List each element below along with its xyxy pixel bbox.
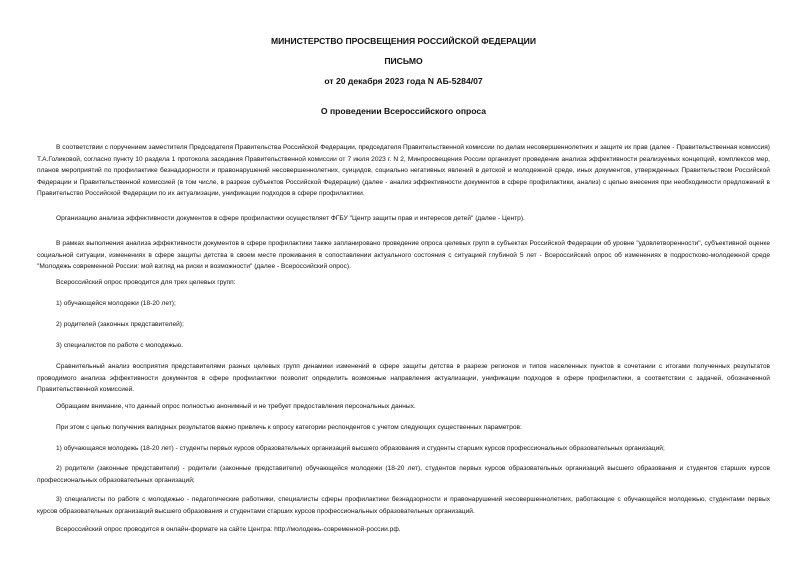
paragraph-intro: В соответствии с поручением заместителя Председателя Правительства Российской Федерации, председателя Правительственной комиссии по делам несовершеннолетних и защите их прав (далее - Правительственная комиссия) Т.А.Голиковой, согласно пункту 10 раздела 1 протокола заседания Правительственной комиссии от 7 июля 2023 г. N 2, Минпросвещения России организует проведение анализа эффективности реализуемых концепций, комплексов мер, планов мероприятий по профилактике безнадзорности и правонарушений несовершеннолетних, суицидов, социально негативных явлений в детской и молодежной среде, иных документов, утвержденных Правительством Российской Федерации и Правительственной комиссией (в том числе, в разрезе субъектов Российской Федерации) (далее - анализ эффективности документов в сфере профилактики, анализ) с целью внесения при необходимости предложений в Правительство Российской Федерации по их актуализации, унификации подходов в сфере профилактики.	[37, 144, 770, 197]
respondent-category-1: 1) обучающаяся молодежь (18-20 лет) - студенты первых курсов образовательных организаций высшего образования и студенты старших курсов профессиональных образовательных организаций;	[56, 445, 665, 452]
document-date-number: от 20 декабря 2023 года N АБ-5284/07	[324, 76, 483, 86]
paragraph-online-format: Всероссийский опрос проводится в онлайн-формате на сайте Центра: http://молодежь-современной-россии.рф.	[56, 526, 401, 533]
paragraph-respondent-params: При этом с целью получения валидных результатов важно привлечь к опросу категории респондентов с учетом следующих существенных параметров:	[56, 424, 522, 431]
paragraph-survey-plan: В рамках выполнения анализа эффективности документов в сфере профилактики также запланировано проведение опроса целевых групп в субъектах Российской Федерации об уровне "удовлетворенности", субъективной оценке социальной ситуации, изменениях в сфере защиты детства в своем месте проживания в сопоставлении актуального состояния с ситуацией глубиной 5 лет - Всероссийский опрос об изменениях в подростково-молодежной среде "Молодежь современной России: мой взгляд на риски и возможности" (далее - Всероссийский опрос).	[37, 240, 770, 270]
paragraph-organizer: Организацию анализа эффективности документов в сфере профилактики осуществляет ФГБУ "Центр защиты прав и интересов детей" (далее - Центр).	[56, 215, 525, 222]
paragraph-comparative-analysis: Сравнительный анализ восприятия представителями разных целевых групп динамики изменений в сфере защиты детства в разрезе регионов и типов населенных пунктов в сочетании с итогами полученных результатов проводимого анализа эффективности документов в сфере профилактики позволит определить возможные направления актуализации, унификации подходов в сфере профилактики, в соответствии с задачей, обозначенной Правительственной комиссией.	[37, 363, 770, 393]
ministry-heading: МИНИСТЕРСТВО ПРОСВЕЩЕНИЯ РОССИЙСКОЙ ФЕДЕРАЦИИ	[270, 36, 537, 46]
paragraph-target-groups: Всероссийский опрос проводится для трех целевых групп:	[56, 279, 236, 286]
paragraph-anonymity-note: Обращаем внимание, что данный опрос полностью анонимный и не требует предоставления персональных данных.	[56, 403, 416, 410]
document-subject: О проведении Всероссийского опроса	[320, 106, 487, 116]
respondent-category-3: 3) специалисты по работе с молодежью - педагогические работники, специалисты сферы профилактики безнадзорности и правонарушений несовершеннолетних, работающие с обучающейся молодежью, студентами первых курсов образовательных организаций высшего образования и студентами старших курсов профессиональных образовательных организаций.	[37, 496, 770, 515]
target-group-item-3: 3) специалистов по работе с молодежью.	[56, 342, 183, 349]
target-group-item-2: 2) родителей (законных представителей);	[56, 321, 184, 328]
respondent-category-2: 2) родители (законные представители) - родители (законные представители) обучающейся молодежи (18-20 лет), студентов первых курсов образовательных организаций высшего образования и студентов старших курсов профессиональных образовательных организаций;	[37, 465, 770, 484]
document-type: ПИСЬМО	[384, 56, 423, 66]
target-group-item-1: 1) обучающейся молодежи (18-20 лет);	[56, 300, 176, 307]
